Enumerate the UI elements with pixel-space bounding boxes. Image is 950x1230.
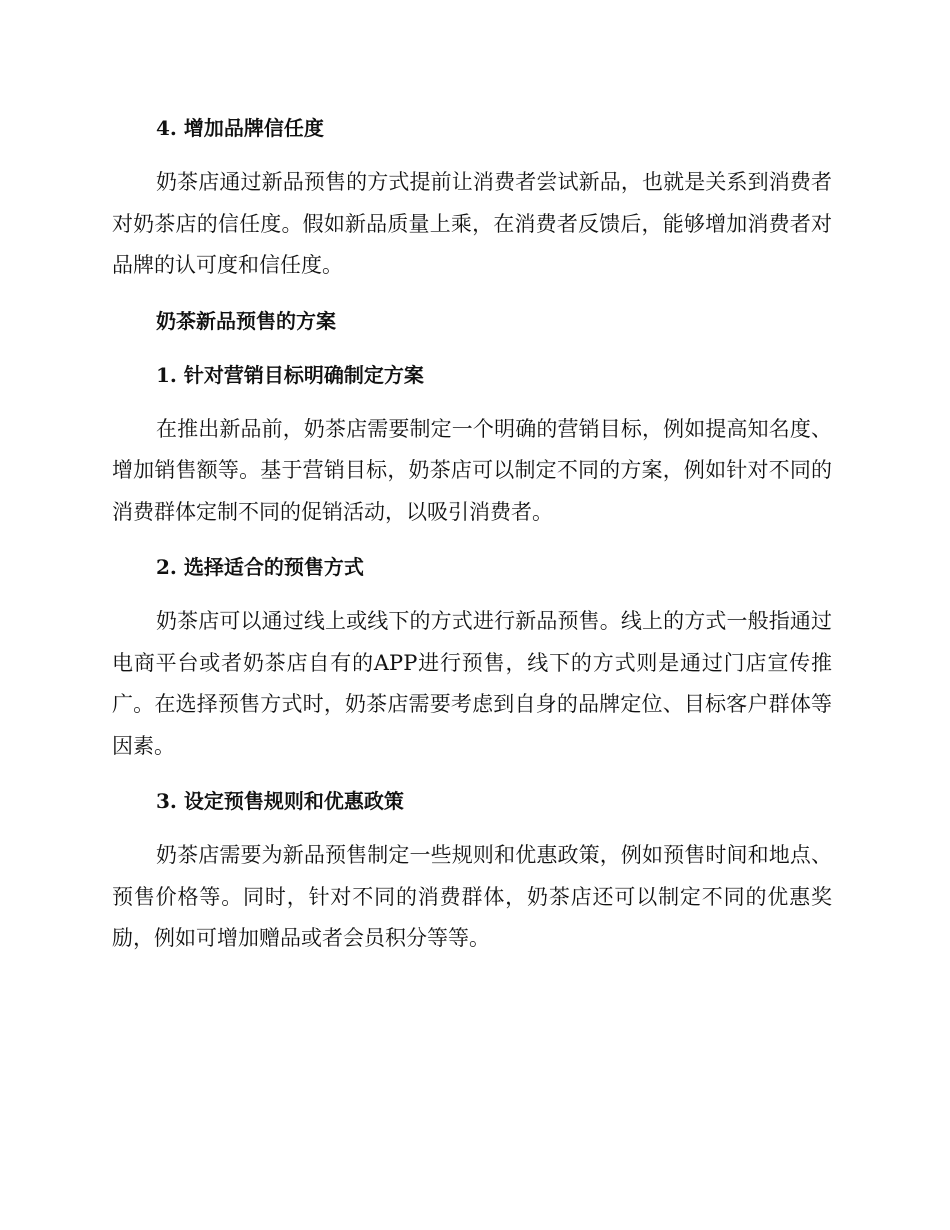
paragraph-presale-method: 奶茶店可以通过线上或线下的方式进行新品预售。线上的方式一般指通过电商平台或者奶茶店自有的APP进行预售，线下的方式则是通过门店宣传推广。在选择预售方式时，奶茶店需要考虑到自身的品牌定位、目标客户群体等因素。 xyxy=(112,609,832,758)
paragraph-presale-rules: 奶茶店需要为新品预售制定一些规则和优惠政策，例如预售时间和地点、预售价格等。同时，针对不同的消费群体，奶茶店还可以制定不同的优惠奖励，例如可增加赠品或者会员积分等等。 xyxy=(112,843,832,950)
document-body xyxy=(112,108,832,960)
section-heading-marketing-goal: 1. 针对营销目标明确制定方案 xyxy=(156,362,424,387)
section-heading-brand-trust: 4. 增加品牌信任度 xyxy=(156,116,324,140)
paragraph-brand-trust: 奶茶店通过新品预售的方式提前让消费者尝试新品，也就是关系到消费者对奶茶店的信任度。假如新品质量上乘，在消费者反馈后，能够增加消费者对品牌的认可度和信任度。 xyxy=(112,170,832,277)
section-heading-presale-rules: 3. 设定预售规则和优惠政策 xyxy=(156,789,404,813)
paragraph-marketing-goal: 在推出新品前，奶茶店需要制定一个明确的营销目标，例如提高知名度、增加销售额等。基于营销目标，奶茶店可以制定不同的方案，例如针对不同的消费群体定制不同的促销活动，以吸引消费者。 xyxy=(112,416,832,524)
section-heading-presale-plan: 奶茶新品预售的方案 xyxy=(156,308,336,333)
section-heading-presale-method: 2. 选择适合的预售方式 xyxy=(156,555,364,579)
